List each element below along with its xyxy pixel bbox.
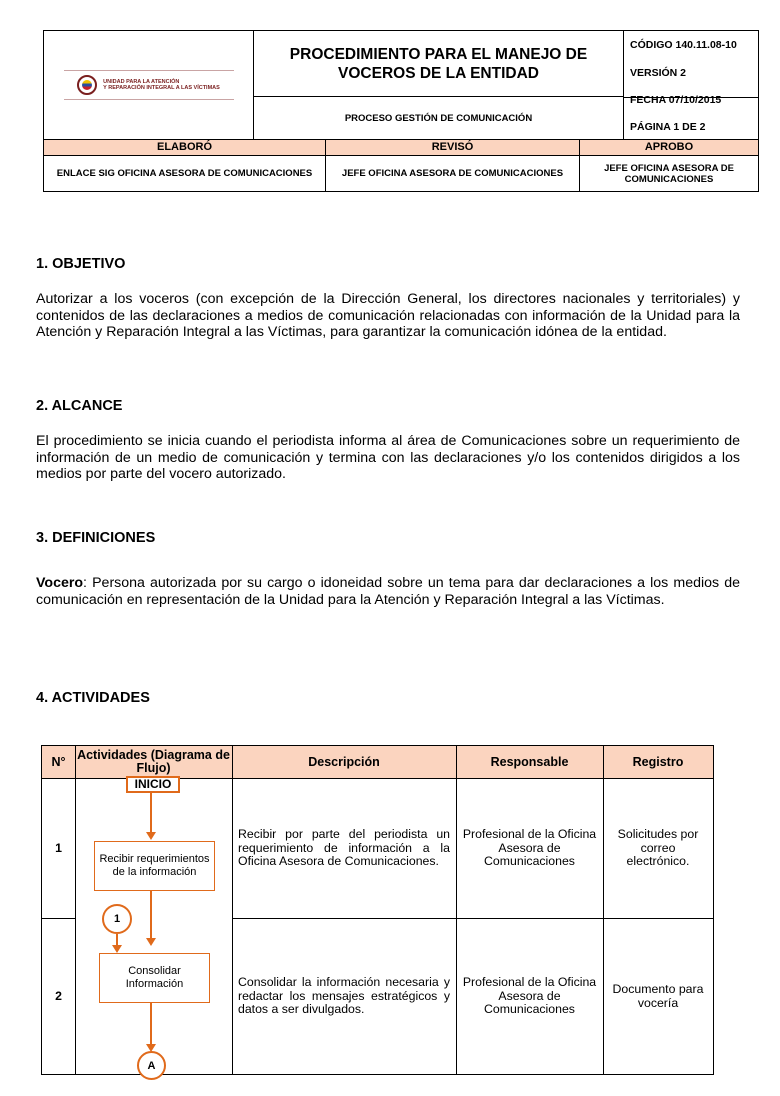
row-2-responsible: Profesional de la Oficina Asesora de Comunicaciones [462, 975, 597, 1017]
definition-term: Vocero [36, 575, 84, 591]
page-number: PÁGINA 1 DE 2 [630, 121, 706, 133]
logo-line-2: Y REPARACIÓN INTEGRAL A LAS VÍCTIMAS [103, 85, 220, 91]
activities-table [41, 745, 714, 1075]
definition-text: : Persona autorizada por su cargo o idoneidad sobre un tema para dar declaraciones a los medios de comunicación en representación de la Unidad para la Atención y Reparación Integral a las Víctimas. [36, 575, 740, 608]
flow-connector-out: A [137, 1051, 166, 1080]
role-reviso: REVISÓ [326, 140, 580, 155]
row-2-number: 2 [55, 988, 62, 1003]
document-title: PROCEDIMIENTO PARA EL MANEJO DE VOCEROS DE LA ENTIDAD [254, 31, 624, 97]
document-version: VERSIÓN 2 [630, 67, 687, 79]
name-reviso: JEFE OFICINA ASESORA DE COMUNICACIONES [326, 156, 580, 191]
section-heading-alcance: 2. ALCANCE [36, 398, 123, 414]
row-1-responsible: Profesional de la Oficina Asesora de Comunicaciones [462, 827, 597, 869]
section-heading-definiciones: 3. DEFINICIONES [36, 530, 156, 546]
row-1-number: 1 [55, 840, 62, 855]
section-text-alcance: El procedimiento se inicia cuando el periodista informa al área de Comunicaciones sobre un requerimiento de información de un medio de comunicación y termina con las declaraciones y/o los contenidos dirigidos a los medios por parte del vocero autorizado. [36, 433, 740, 482]
arrow-down-icon [146, 832, 156, 840]
document-date: FECHA 07/10/2015 [630, 94, 722, 106]
row-1-record: Solicitudes por correo electrónico. [617, 827, 699, 869]
divider [603, 746, 604, 1074]
document-code: CÓDIGO 140.11.08-10 [630, 39, 737, 51]
process-name: PROCESO GESTIÓN DE COMUNICACIÓN [254, 97, 624, 139]
header-num: N° [51, 754, 66, 769]
approval-names-row [44, 156, 758, 191]
flow-start-terminal: INICIO [126, 776, 180, 793]
row-1-description: Recibir por parte del periodista un requerimiento de información a la Oficina Asesora de Comunicaciones. [238, 827, 450, 869]
section-heading-objetivo: 1. OBJETIVO [36, 256, 126, 272]
name-aprobo: JEFE OFICINA ASESORA DE COMUNICACIONES [604, 162, 734, 185]
header-responsible: Responsable [490, 754, 569, 769]
definition-vocero [36, 575, 740, 608]
document-header [43, 30, 759, 192]
divider [456, 746, 457, 1074]
row-2-description: Consolidar la información necesaria y redactar los mensajes estratégicos y datos a ser divulgados. [238, 975, 450, 1017]
role-aprobo: APROBO [644, 141, 694, 153]
header-description: Descripción [308, 754, 380, 769]
approval-roles-row [44, 139, 758, 156]
entity-logo [44, 31, 254, 139]
section-heading-actividades: 4. ACTIVIDADES [36, 690, 150, 706]
section-text-objetivo: Autorizar a los voceros (con excepción de la Dirección General, los directores nacionales y territoriales) y contenidos de las declaraciones a medios de comunicación relacionadas con información de la Unidad para la Atención y Reparación Integral a las Víctimas, para garantizar la comunicación idónea de la entidad. [36, 291, 740, 340]
arrow-down-icon [146, 938, 156, 946]
flow-connector-in: 1 [102, 904, 132, 934]
divider [232, 746, 233, 1074]
header-record: Registro [632, 754, 684, 769]
row-2-record: Documento para vocería [612, 982, 704, 1010]
flow-connector-line [150, 891, 152, 941]
flow-connector-line [150, 793, 152, 835]
coat-of-arms-icon [77, 75, 97, 95]
flow-step-2: Consolidar Información [99, 953, 210, 1003]
divider [75, 746, 76, 1074]
logo-line-1: UNIDAD PARA LA ATENCIÓN [103, 79, 180, 85]
name-elaboro: ENLACE SIG OFICINA ASESORA DE COMUNICACIONES [44, 156, 326, 191]
role-elaboro: ELABORÓ [44, 140, 326, 155]
document-metadata [624, 31, 758, 139]
arrow-down-icon [112, 945, 122, 953]
flow-step-1: Recibir requerimientos de la información [94, 841, 215, 891]
header-activities: Actividades (Diagrama de Flujo) [77, 748, 230, 775]
table-header-row [42, 746, 713, 778]
flow-connector-line [150, 1003, 152, 1047]
